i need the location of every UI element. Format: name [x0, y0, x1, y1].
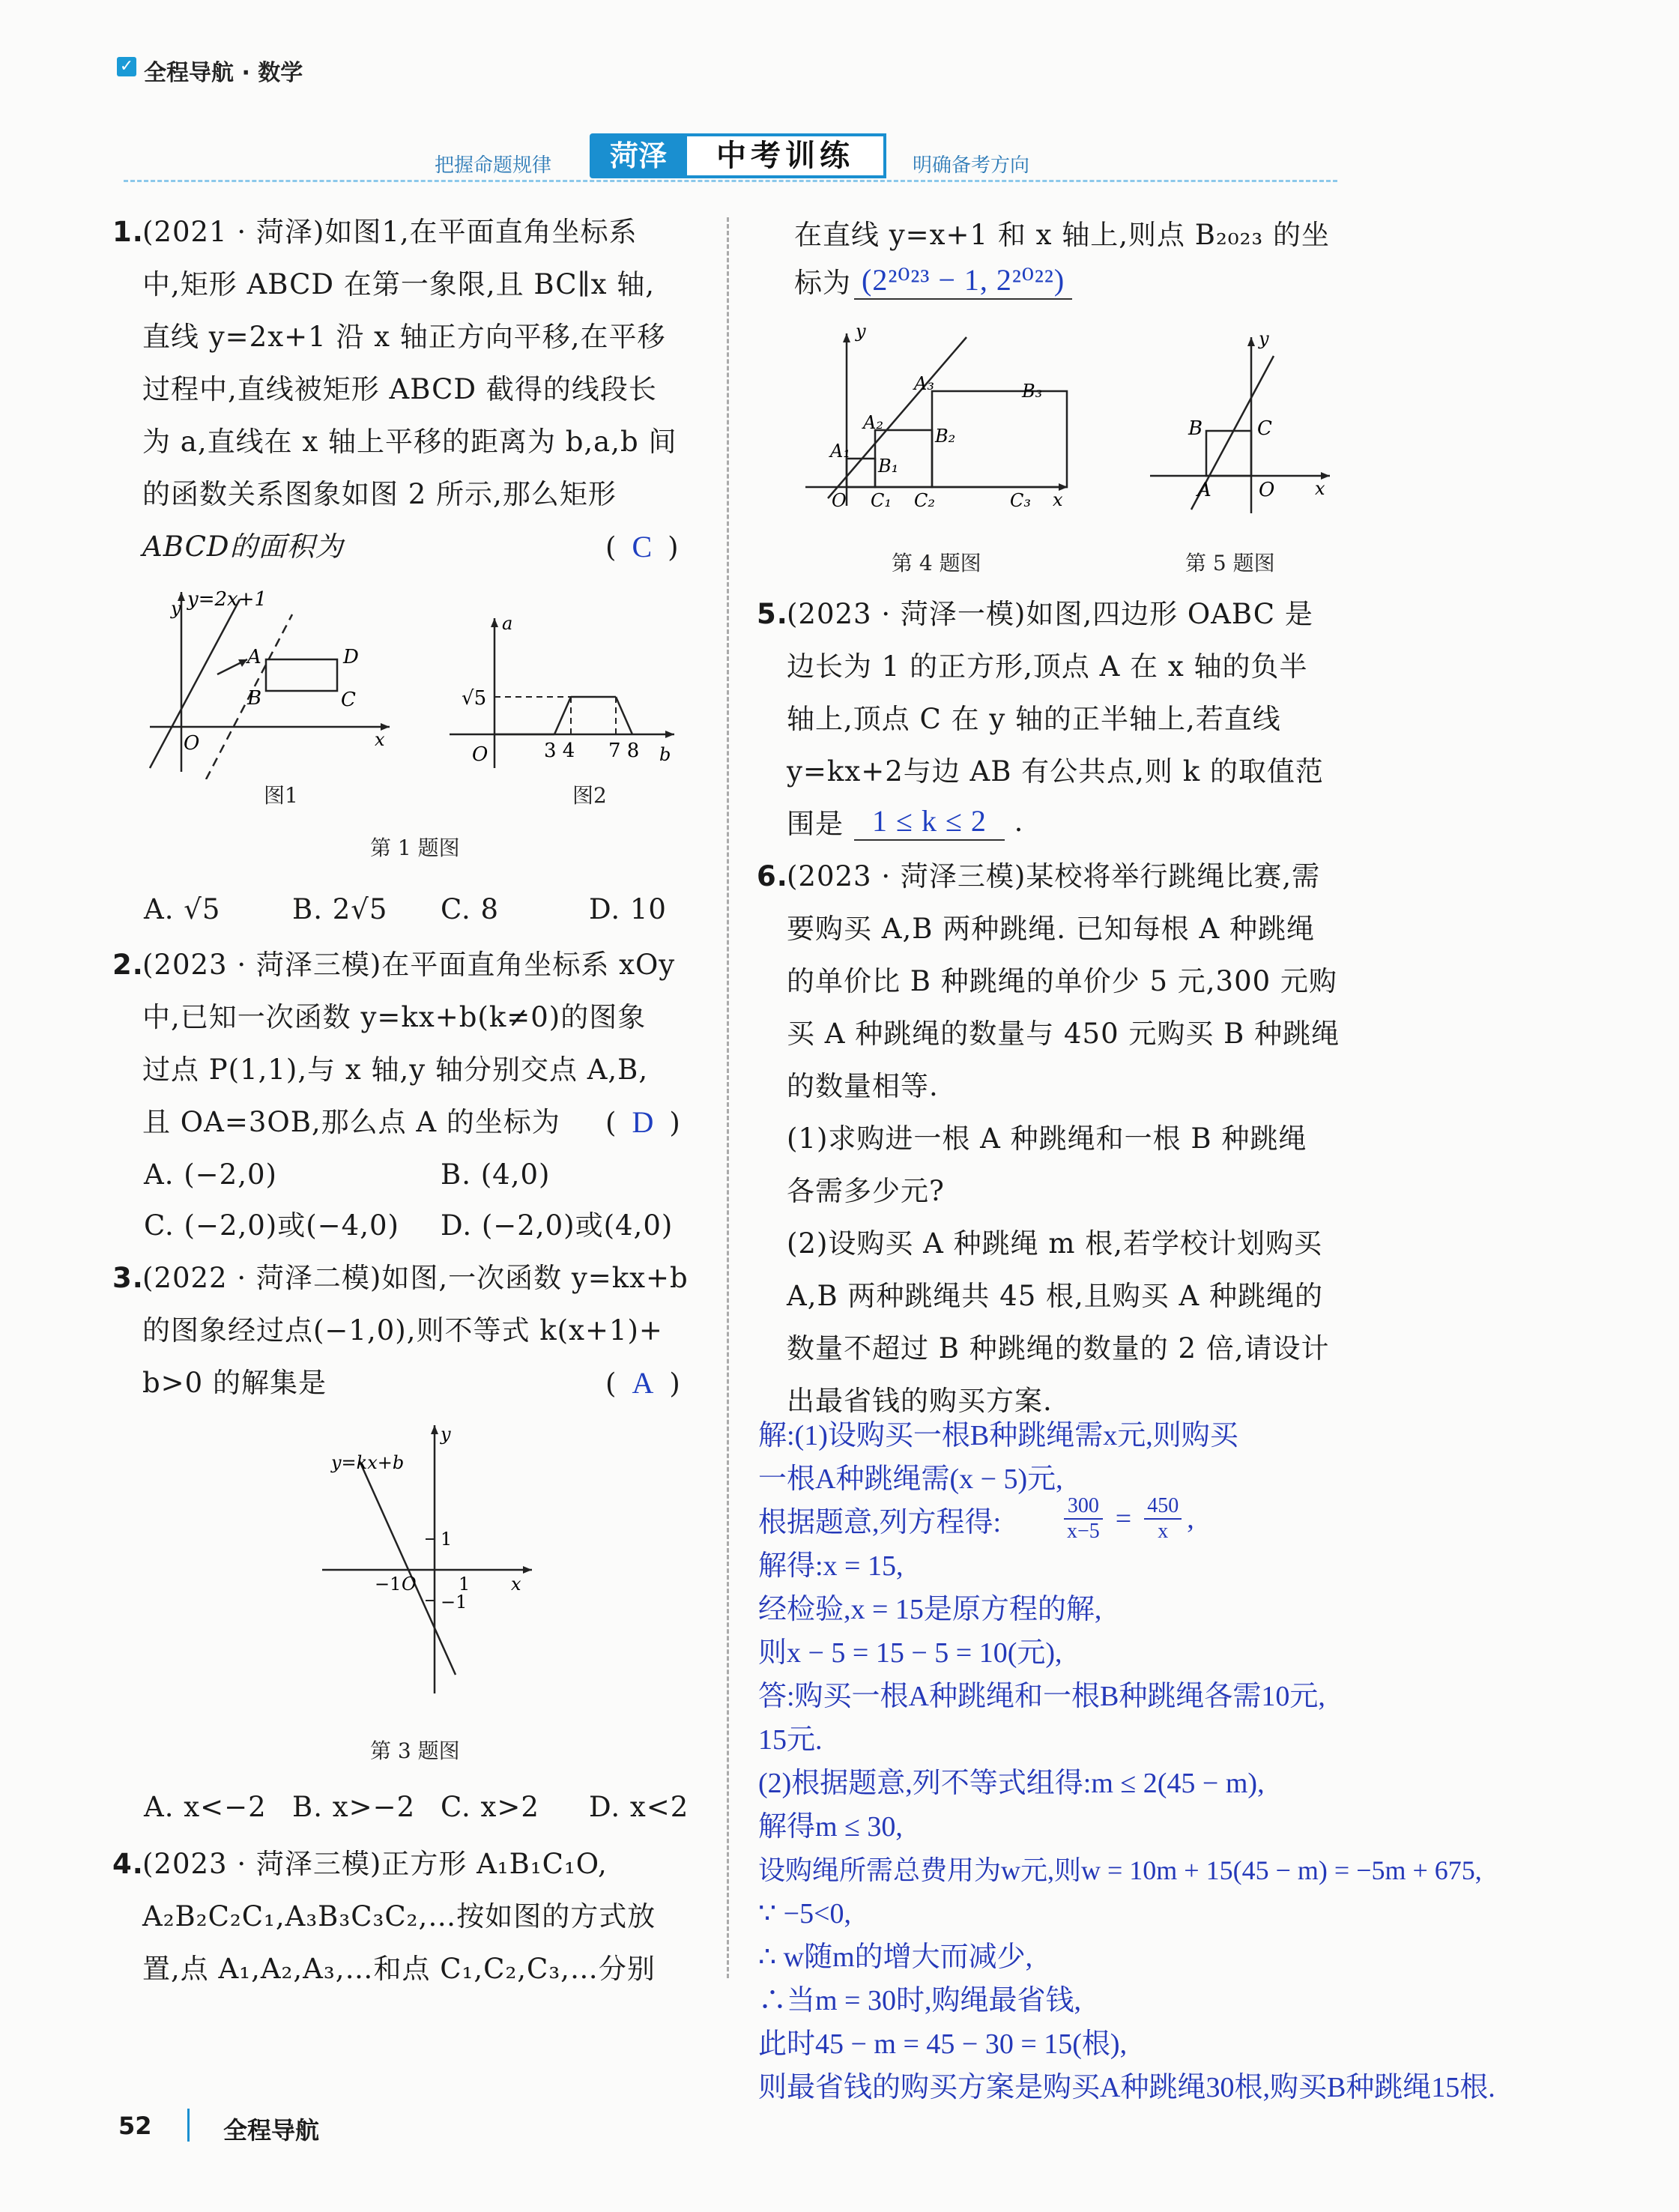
q4-line: 标为 [794, 267, 851, 299]
svg-text:A₂: A₂ [863, 412, 883, 433]
q4-line: (2023 · 菏泽三模)正方形 A₁B₁C₁O, [142, 1848, 608, 1880]
q1-number: 1. [112, 216, 144, 248]
solution-line: 设购绳所需总费用为w元,则w = 10m + 15(45 − m) = −5m + 675, [758, 1855, 1482, 1885]
q1-fig2-ticks-b: 7 8 [608, 740, 640, 762]
svg-text:y: y [856, 322, 866, 342]
q2-line: 且 OA=3OB,那么点 A 的坐标为 [142, 1106, 560, 1138]
svg-text:x: x [1315, 478, 1325, 499]
q3-fig-line-label: y=kx+b [331, 1452, 405, 1473]
solution-line: 15元. [758, 1724, 823, 1756]
q2-line: 中,已知一次函数 y=kx+b(k≠0)的图象 [142, 1001, 647, 1033]
q5-line: 边长为 1 的正方形,顶点 A 在 x 轴的负半 [787, 650, 1308, 683]
q4-line: 置,点 A₁,A₂,A₃,…和点 C₁,C₂,C₃,…分别 [142, 1953, 656, 1985]
banner-left-text: 把握命题规律 [435, 154, 552, 177]
solution-line: 此时45 − m = 45 − 30 = 15(根), [758, 2028, 1128, 2060]
q6-line: 的单价比 B 种跳绳的单价少 5 元,300 元购 [787, 965, 1337, 997]
q1-fig1-line-label: y=2x+1 [187, 588, 267, 611]
q1-fig2-sqrt5: √5 [462, 687, 487, 710]
svg-text:O: O [832, 490, 847, 511]
svg-text:−1: −1 [441, 1592, 468, 1613]
banner-title-main: 中考训练 [687, 133, 886, 178]
q3-number: 3. [112, 1262, 144, 1294]
svg-text:y: y [441, 1424, 451, 1445]
q6-line: 各需多少元? [787, 1175, 945, 1207]
svg-text:a: a [502, 613, 513, 634]
q1-figure2 [442, 607, 697, 779]
q4-line: 在直线 y=x+1 和 x 轴上,则点 B₂₀₂₃ 的坐 [794, 219, 1331, 251]
q1-fig2-ticks-a: 3 4 [544, 740, 575, 762]
q6-line: 要购买 A,B 两种跳绳. 已知每根 A 种跳绳 [787, 913, 1315, 945]
svg-text:C: C [1257, 417, 1272, 440]
solution-line: 一根A种跳绳需(x − 5)元, [758, 1463, 1063, 1495]
q5-caption: 第 5 题图 [1185, 551, 1275, 575]
banner-divider [124, 180, 1337, 182]
footer-title: 全程导航 [223, 2116, 320, 2145]
q4-answer: (2²⁰²³ − 1, 2²⁰²²) [854, 262, 1072, 300]
q5-line: y=kx+2与边 AB 有公共点,则 k 的取值范 [787, 755, 1324, 788]
q6-line: 的数量相等. [787, 1070, 939, 1102]
svg-text:O: O [184, 732, 200, 755]
brand-title: 全程导航 · 数学 [144, 60, 303, 86]
q5-line: 围是 [787, 808, 844, 840]
q1-option-b: B. 2√5 [292, 893, 388, 925]
q3-option-c: C. x>2 [441, 1791, 539, 1823]
solution-line: (2)根据题意,列不等式组得:m ≤ 2(45 − m), [758, 1768, 1265, 1799]
column-divider [727, 217, 729, 1978]
q1-option-a: A. √5 [144, 893, 221, 925]
svg-text:−1: −1 [375, 1574, 402, 1595]
solution-line: 解得:x = 15, [758, 1550, 904, 1582]
svg-text:A: A [247, 646, 261, 668]
q3-caption: 第 3 题图 [370, 1738, 460, 1763]
q4-caption: 第 4 题图 [892, 551, 981, 575]
svg-text:C₁: C₁ [871, 490, 892, 511]
q5-answer-blank: 1 ≤ k ≤ 2 . [854, 803, 1023, 841]
svg-text:x: x [375, 729, 385, 750]
q3-answer-bracket: ( A ) [605, 1366, 681, 1400]
solution-line: ∴ w随m的增大而减少, [758, 1941, 1033, 1973]
q4-figure [802, 322, 1071, 517]
q5-number: 5. [757, 598, 788, 630]
q2-line: (2023 · 菏泽三模)在平面直角坐标系 xOy [142, 949, 676, 981]
q2-option-b: B. (4,0) [441, 1158, 551, 1191]
q6-line: A,B 两种跳绳共 45 根,且购买 A 种跳绳的 [787, 1280, 1324, 1312]
q6-line: 数量不超过 B 种跳绳的数量的 2 倍,请设计 [787, 1332, 1330, 1365]
q6-line: (1)求购进一根 A 种跳绳和一根 B 种跳绳 [787, 1122, 1307, 1155]
banner-title-region: 菏泽 [590, 133, 687, 178]
q6-number: 6. [757, 860, 788, 892]
svg-text:O: O [1259, 479, 1275, 501]
q3-figure [315, 1416, 539, 1701]
q3-answer: A [632, 1366, 655, 1400]
svg-text:B: B [1188, 417, 1203, 440]
solution-line: 则最省钱的购买方案是购买A种跳绳30根,购买B种跳绳15根. [758, 2072, 1495, 2103]
svg-text:1: 1 [441, 1529, 453, 1550]
q4-number: 4. [112, 1848, 144, 1880]
q6-line: (2)设购买 A 种跳绳 m 根,若学校计划购买 [787, 1227, 1323, 1260]
svg-text:B₂: B₂ [935, 426, 956, 447]
svg-text:A: A [1197, 479, 1211, 501]
check-icon: ✓ [117, 57, 136, 76]
q1-figure1 [142, 584, 397, 779]
svg-text:y: y [171, 598, 181, 619]
q5-line: (2023 · 菏泽一模)如图,四边形 OABC 是 [787, 598, 1313, 630]
q3-option-b: B. x>−2 [292, 1791, 416, 1823]
q6-line: 买 A 种跳绳的数量与 450 元购买 B 种跳绳 [787, 1018, 1340, 1050]
svg-text:b: b [659, 744, 671, 765]
svg-text:B₃: B₃ [1022, 381, 1043, 402]
q1-line: 为 a,直线在 x 轴上平移的距离为 b,a,b 间 [142, 426, 677, 458]
frac1-num: 300 [1064, 1494, 1103, 1520]
q2-answer: D [632, 1105, 655, 1139]
q2-option-a: A. (−2,0) [144, 1158, 277, 1191]
q2-option-d: D. (−2,0)或(4,0) [441, 1209, 674, 1242]
q1-option-d: D. 10 [589, 893, 667, 925]
q1-caption: 第 1 题图 [370, 835, 460, 860]
frac1-den: x−5 [1067, 1520, 1100, 1543]
svg-text:O: O [402, 1574, 417, 1595]
q1-answer: C [632, 530, 653, 563]
frac2-den: x [1158, 1520, 1169, 1543]
q2-line: 过点 P(1,1),与 x 轴,y 轴分别交点 A,B, [142, 1054, 649, 1086]
q4-answer-blank [854, 262, 1072, 300]
solution-line: 则x − 5 = 15 − 5 = 10(元), [758, 1637, 1062, 1669]
svg-text:x: x [511, 1574, 521, 1595]
q2-answer-bracket: ( D ) [605, 1105, 681, 1139]
q5-figure [1146, 330, 1334, 517]
frac-tail: , [1187, 1503, 1194, 1535]
svg-text:B: B [247, 687, 262, 710]
q1-fig1-label: 图1 [264, 783, 298, 808]
solution-line: 答:购买一根A种跳绳和一根B种跳绳各需10元, [758, 1681, 1325, 1712]
q6-line: (2023 · 菏泽三模)某校将举行跳绳比赛,需 [787, 860, 1321, 892]
q1-option-c: C. 8 [441, 893, 500, 925]
q1-line: ABCD的面积为 [142, 531, 344, 563]
svg-text:C₃: C₃ [1010, 490, 1031, 511]
solution-equation: $\frac{300}{x-5}$ = $\frac{450}{x}$ , [1064, 1494, 1194, 1544]
q5-answer: 1 ≤ k ≤ 2 [854, 803, 1005, 841]
q6-line: 出最省钱的购买方案. [787, 1385, 1053, 1417]
svg-text:x: x [1053, 489, 1063, 510]
q2-number: 2. [112, 949, 144, 981]
q3-option-a: A. x<−2 [144, 1791, 267, 1823]
page-number: 52 [118, 2112, 152, 2140]
q1-line: 中,矩形 ABCD 在第一象限,且 BC∥x 轴, [142, 268, 656, 300]
q1-line: 的函数关系图象如图 2 所示,那么矩形 [142, 478, 617, 510]
q1-line: 直线 y=2x+1 沿 x 轴正方向平移,在平移 [142, 321, 666, 353]
q3-line: 的图象经过点(−1,0),则不等式 k(x+1)+ [142, 1314, 663, 1347]
svg-text:O: O [472, 743, 488, 766]
solution-line: ∴当m = 30时,购绳最省钱, [758, 1985, 1081, 2016]
q1-fig2-label: 图2 [572, 783, 607, 808]
solution-line: 解:(1)设购买一根B种跳绳需x元,则购买 [758, 1420, 1238, 1451]
svg-text:A₁: A₁ [830, 441, 850, 462]
q1-answer-bracket: ( C ) [605, 530, 680, 563]
svg-text:1: 1 [459, 1574, 471, 1595]
solution-line: 解得m ≤ 30, [758, 1811, 903, 1843]
q1-line: (2021 · 菏泽)如图1,在平面直角坐标系 [142, 216, 638, 248]
q3-line: b>0 的解集是 [142, 1367, 327, 1399]
banner-right-text: 明确备考方向 [913, 154, 1030, 177]
solution-line: 经检验,x = 15是原方程的解, [758, 1594, 1102, 1625]
q4-line: A₂B₂C₂C₁,A₃B₃C₃C₂,…按如图的方式放 [142, 1900, 656, 1933]
q3-option-d: D. x<2 [589, 1791, 689, 1823]
solution-line: ∵ −5<0, [758, 1898, 852, 1930]
q5-line: 轴上,顶点 C 在 y 轴的正半轴上,若直线 [787, 703, 1281, 735]
q2-option-c: C. (−2,0)或(−4,0) [144, 1209, 399, 1242]
svg-text:y: y [1259, 330, 1269, 349]
svg-text:C₂: C₂ [914, 490, 935, 511]
svg-text:A₃: A₃ [914, 373, 934, 394]
svg-text:B₁: B₁ [878, 456, 899, 477]
q3-line: (2022 · 菏泽二模)如图,一次函数 y=kx+b [142, 1262, 689, 1294]
footer-separator [187, 2109, 190, 2142]
svg-text:D: D [343, 646, 359, 668]
q1-line: 过程中,直线被矩形 ABCD 截得的线段长 [142, 373, 657, 405]
frac2-num: 450 [1144, 1494, 1182, 1520]
svg-text:C: C [341, 689, 356, 711]
solution-line: 根据题意,列方程得: [758, 1507, 1002, 1538]
